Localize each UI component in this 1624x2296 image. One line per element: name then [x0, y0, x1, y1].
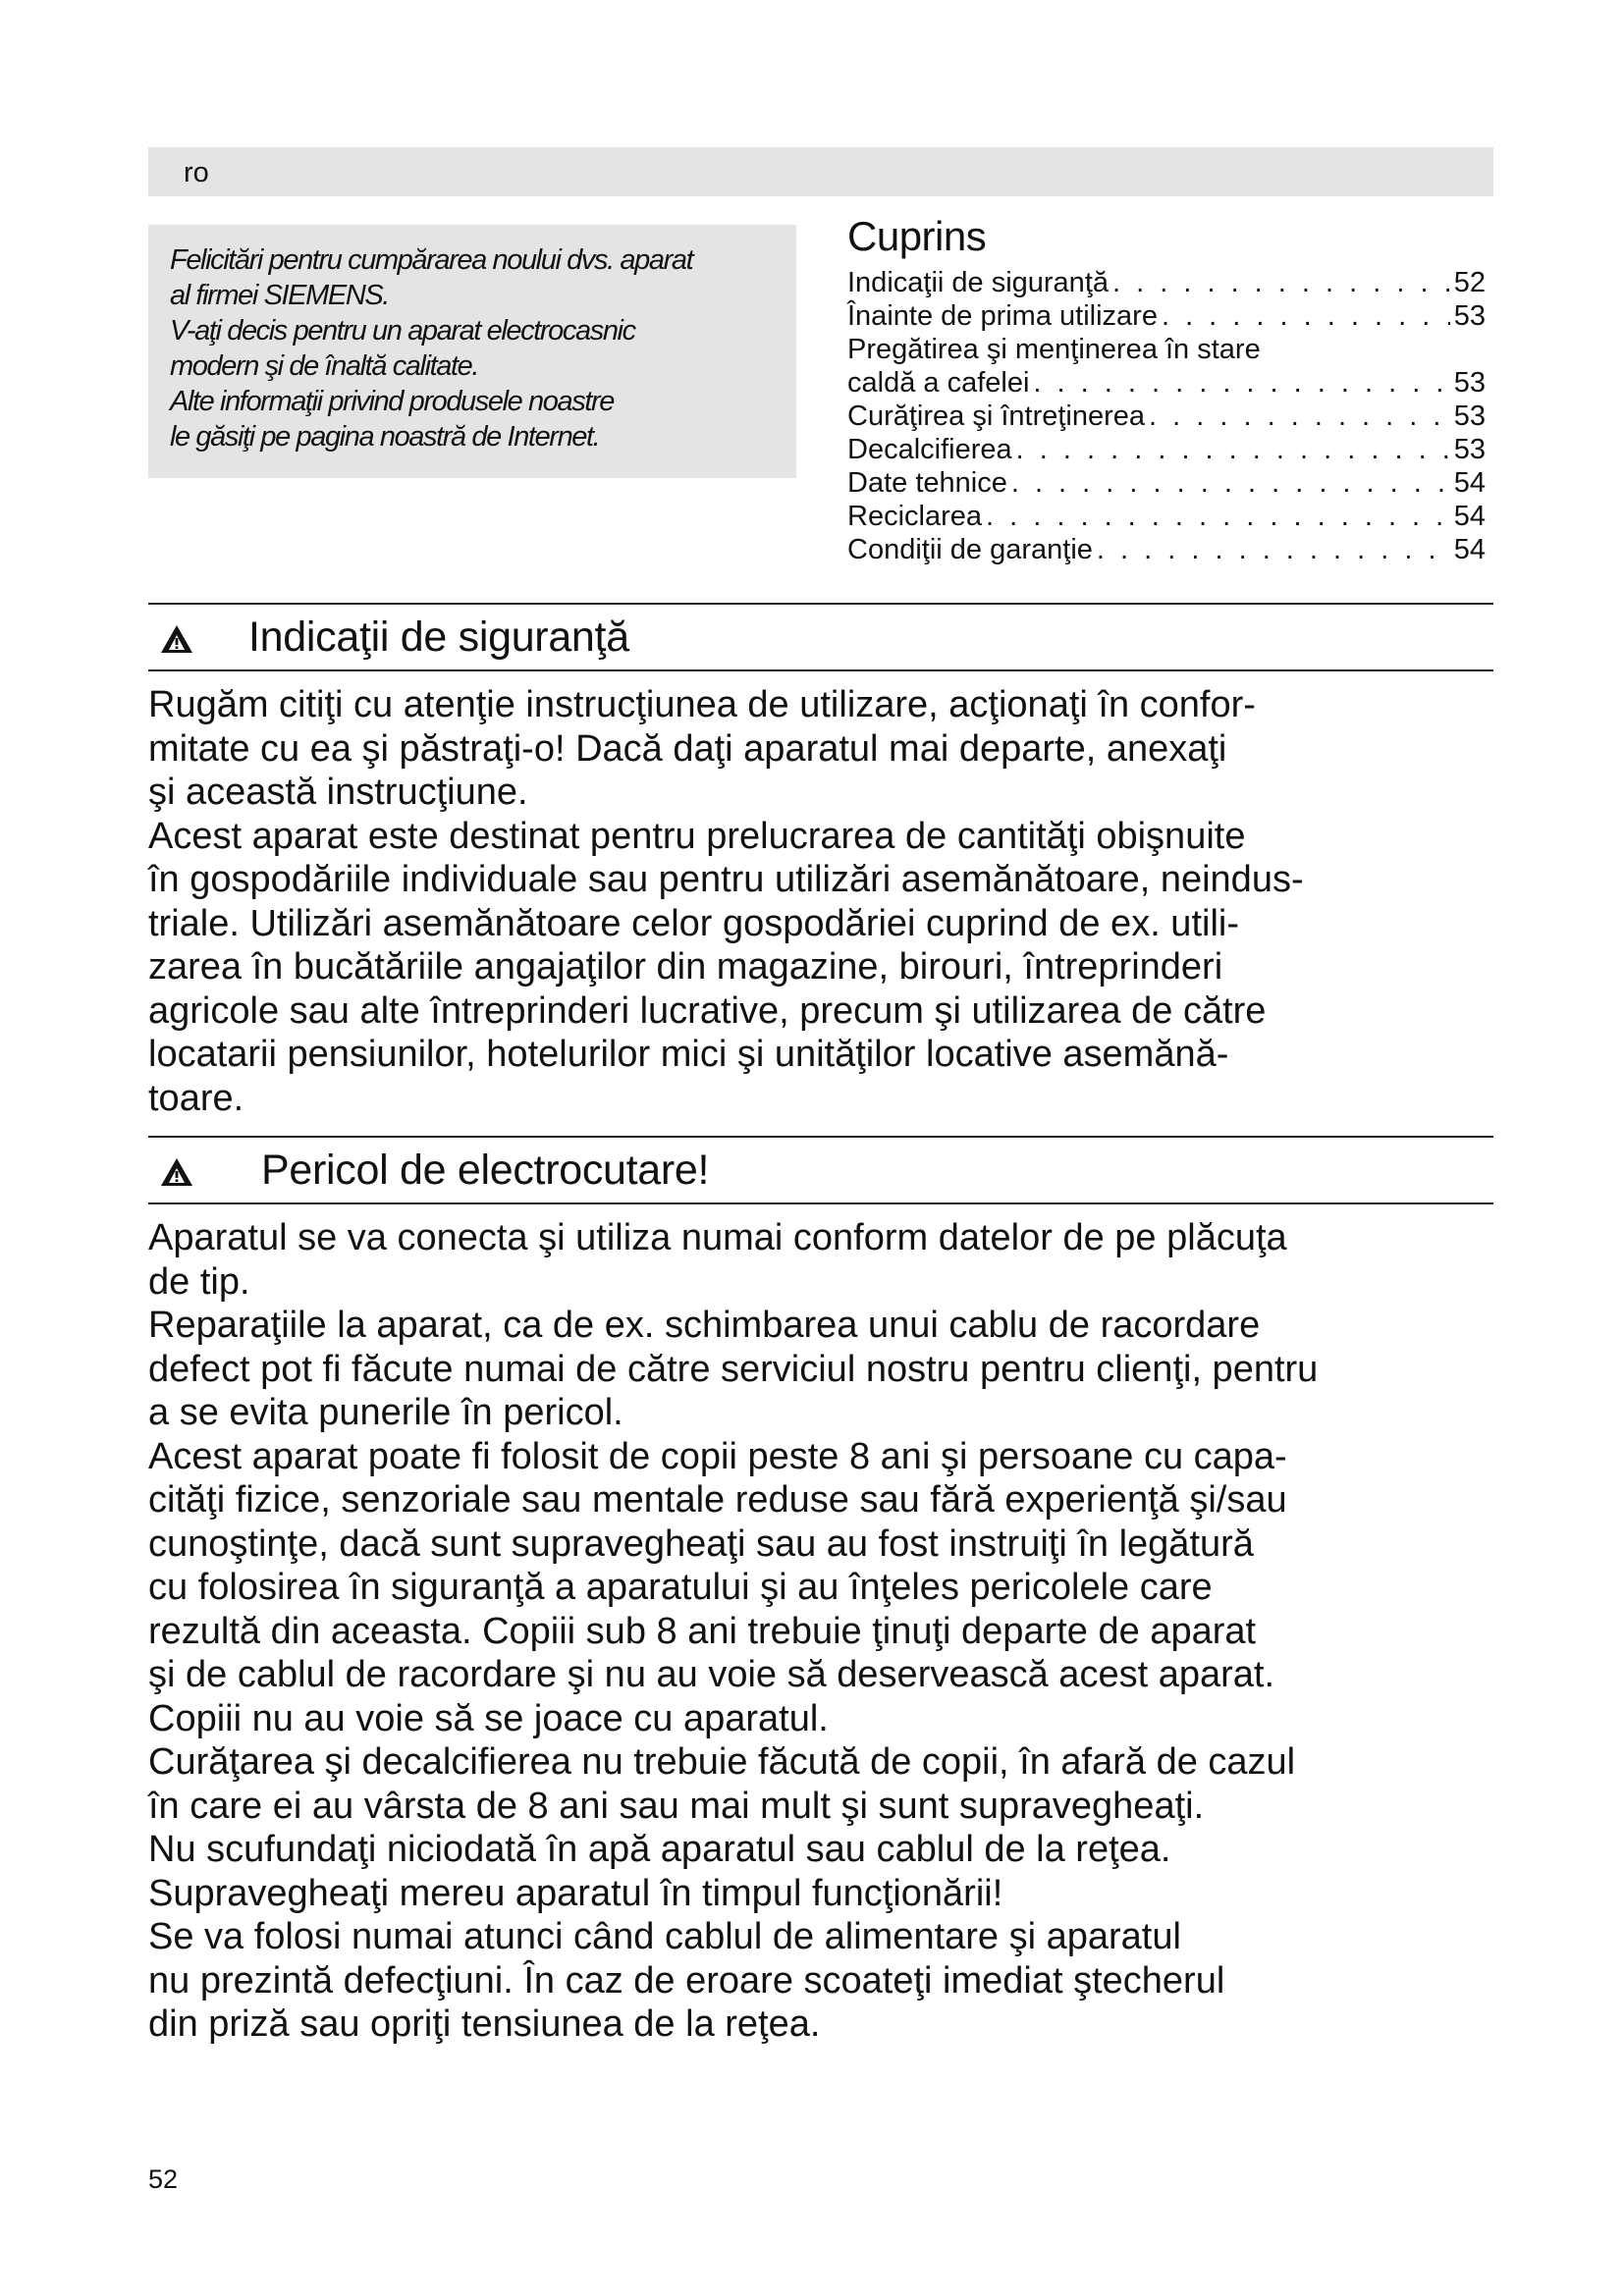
toc-entry-title: Pregătirea şi menţinerea în stare [847, 334, 1261, 365]
body-line: Supravegheaţi mereu aparatul în timpul funcţionării! [148, 1872, 1003, 1914]
language-bar [148, 147, 1493, 196]
section-heading: Pericol de electrocutare! [261, 1147, 710, 1194]
body-line: mitate cu ea şi păstraţi-o! Dacă daţi aparatul mai departe, anexaţi [148, 727, 1227, 770]
section-body [148, 683, 1493, 1120]
body-line: şi de cablul de racordare şi nu au voie să deservească acest aparat. [148, 1654, 1274, 1695]
toc-entry[interactable] [847, 333, 1486, 366]
intro-line: modern şi de înaltă calitate. [170, 350, 479, 382]
body-line: Acest aparat este destinat pentru prelucrarea de cantităţi obişnuite [148, 815, 1246, 857]
toc-entry[interactable] [847, 500, 1486, 533]
body-line: şi această instrucţiune. [148, 772, 528, 813]
toc-entry[interactable] [847, 266, 1486, 299]
body-line: Curăţarea şi decalcifierea nu trebuie făcută de copii, în afară de cazul [148, 1741, 1296, 1783]
toc-leader [1097, 533, 1450, 566]
warning-triangle-icon [160, 1157, 193, 1187]
toc-entry-page: 53 [1453, 400, 1486, 432]
body-line: Nu scufundaţi niciodată în apă aparatul sau cablul de la reţea. [148, 1829, 1171, 1870]
body-line: Aparatul se va conecta şi utiliza numai conform datelor de pe plăcuţa [148, 1217, 1287, 1258]
section-heading: Indicaţii de siguranţă [248, 614, 629, 661]
toc-leader [1112, 266, 1450, 299]
toc-entry-title: Înainte de prima utilizare [847, 300, 1158, 332]
body-line: a se evita punerile în pericol. [148, 1392, 623, 1433]
toc-entry-page: 54 [1453, 467, 1486, 499]
body-line: cităţi fizice, senzoriale sau mentale reduse sau fără experienţă şi/sau [148, 1479, 1287, 1521]
toc-entry-title: Reciclarea [847, 501, 982, 532]
body-line: cu folosirea în siguranţă a aparatului şi au înţeles pericolele care [148, 1567, 1213, 1608]
body-line: Se va folosi numai atunci când cablul de alimentare şi aparatul [148, 1916, 1181, 1957]
toc-leader [1016, 433, 1450, 466]
body-line: zarea în bucătăriile angajaţilor din magazine, birouri, întreprinderi [148, 946, 1223, 988]
toc-entry-page: 53 [1453, 434, 1486, 465]
language-code: ro [184, 157, 209, 188]
section-header [148, 1136, 1493, 1204]
toc-leader [1011, 466, 1450, 500]
toc-entry-title: Curăţirea şi întreţinerea [847, 400, 1146, 432]
toc-title: Cuprins [847, 213, 987, 259]
body-line: Acest aparat poate fi folosit de copii peste 8 ani şi persoane cu capa- [148, 1435, 1287, 1477]
intro-line: Felicitări pentru cumpărarea noului dvs. aparat [170, 244, 693, 276]
body-line: defect pot fi făcute numai de către serviciul nostru pentru clienţi, pentru [148, 1348, 1319, 1390]
body-line: din priză sau opriţi tensiunea de la reţea. [148, 2003, 821, 2045]
toc-entry[interactable] [847, 433, 1486, 466]
toc-entry-title: caldă a cafelei [847, 367, 1030, 399]
toc-entry-page: 53 [1453, 367, 1486, 399]
body-line: toare. [148, 1077, 244, 1119]
toc-entry-page: 52 [1453, 267, 1486, 298]
toc-entry-page: 53 [1453, 300, 1486, 332]
body-line: locatarii pensiunilor, hotelurilor mici şi unităţilor locative asemănă- [148, 1034, 1229, 1075]
warning-triangle-icon [160, 624, 193, 654]
toc-entry-title: Condiţii de garanţie [847, 534, 1093, 565]
electrocution-section [148, 1136, 1493, 2047]
intro-line: al firmei SIEMENS. [170, 280, 389, 311]
toc-entry[interactable] [847, 366, 1486, 400]
body-line: rezultă din aceasta. Copiii sub 8 ani trebuie ţinuţi departe de aparat [148, 1610, 1257, 1652]
safety-section [148, 603, 1493, 1120]
page-number: 52 [148, 2164, 179, 2194]
toc-entry-title: Decalcifierea [847, 434, 1012, 465]
section-header [148, 603, 1493, 671]
toc-entry[interactable] [847, 299, 1486, 333]
toc-entry-page: 54 [1453, 534, 1486, 565]
body-line: în gospodăriile individuale sau pentru utilizări asemănătoare, neindus- [148, 859, 1304, 900]
body-line: nu prezintă defecţiuni. În caz de eroare scoateţi imediat ştecherul [148, 1959, 1225, 2002]
toc-entry[interactable] [847, 400, 1486, 433]
intro-line: le găsiţi pe pagina noastră de Internet. [170, 421, 600, 453]
intro-box [148, 225, 796, 478]
intro-line: Alte informaţii privind produsele noastre [170, 386, 614, 417]
body-line: Rugăm citiţi cu atenţie instrucţiunea de utilizare, acţionaţi în confor- [148, 684, 1256, 725]
toc-leader [1162, 299, 1450, 333]
body-line: triale. Utilizări asemănătoare celor gospodăriei cuprind de ex. utili- [148, 902, 1239, 944]
toc-entry-title: Indicaţii de siguranţă [847, 267, 1109, 298]
section-body [148, 1216, 1493, 2047]
body-line: de tip. [148, 1260, 250, 1303]
toc-leader [986, 500, 1450, 533]
intro-line: V-aţi decis pentru un aparat electrocasnic [170, 315, 635, 347]
body-line: Copiii nu au voie să se joace cu aparatul. [148, 1697, 829, 1739]
toc-leader [1033, 366, 1449, 400]
body-line: Reparaţiile la aparat, ca de ex. schimbarea unui cablu de racordare [148, 1305, 1261, 1346]
body-line: cunoştinţe, dacă sunt supravegheaţi sau au fost instruiţi în legătură [148, 1522, 1254, 1565]
toc-entry[interactable] [847, 533, 1486, 566]
body-line: agricole sau alte întreprinderi lucrative, precum şi utilizarea de către [148, 989, 1267, 1032]
toc-leader [1149, 400, 1450, 433]
toc-entry[interactable] [847, 466, 1486, 500]
table-of-contents [847, 212, 1486, 566]
toc-entry-page: 54 [1453, 501, 1486, 532]
body-line: în care ei au vârsta de 8 ani sau mai mult şi sunt supravegheaţi. [148, 1785, 1205, 1827]
toc-entry-title: Date tehnice [847, 467, 1007, 499]
